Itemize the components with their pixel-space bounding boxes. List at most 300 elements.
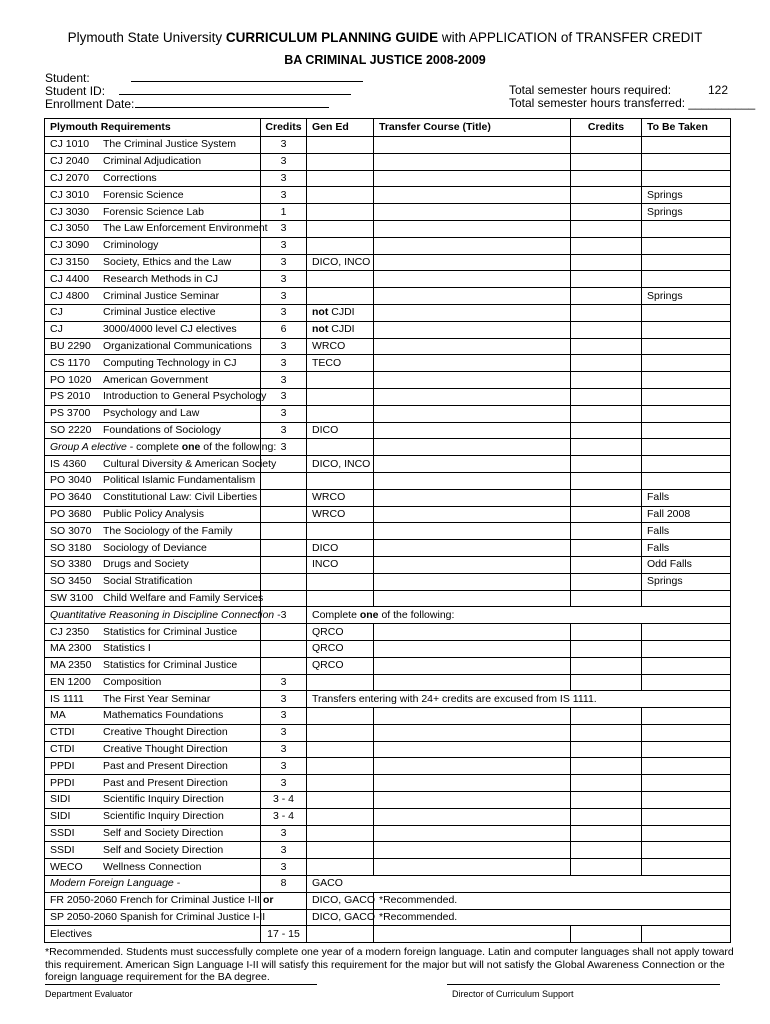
course-code: CJ — [50, 323, 63, 336]
gen-ed-cell[interactable] — [307, 758, 374, 775]
course-code: PPDI — [50, 759, 75, 772]
course-code: CJ 2350 — [50, 625, 90, 638]
table-row — [45, 724, 731, 741]
credits-cell: 3 — [261, 691, 307, 708]
transfer-credits-cell[interactable] — [571, 288, 642, 305]
to-be-taken-cell[interactable] — [642, 422, 731, 439]
to-be-taken-cell[interactable]: Springs — [642, 573, 731, 590]
credits-cell: 3 — [261, 288, 307, 305]
transfer-course-cell[interactable] — [374, 489, 571, 506]
transfer-course-cell[interactable] — [374, 792, 571, 809]
to-be-taken-cell[interactable] — [642, 304, 731, 321]
table-row — [45, 405, 731, 422]
credits-cell: 3 — [261, 271, 307, 288]
transfer-course-cell[interactable] — [374, 506, 571, 523]
director-signature-line[interactable] — [447, 984, 720, 985]
gen-ed-cell: GACO — [307, 876, 731, 893]
table-row — [45, 439, 731, 456]
to-be-taken-cell[interactable]: Falls — [642, 540, 731, 557]
course-code: SO 2220 — [50, 423, 92, 436]
to-be-taken-cell[interactable] — [642, 624, 731, 641]
table-row — [45, 825, 731, 842]
gen-ed-cell[interactable]: DICO — [307, 540, 374, 557]
course-title: The Law Enforcement Environment — [103, 222, 268, 235]
total-hours-transferred: Total semester hours transferred: __________ — [509, 96, 756, 110]
table-row — [45, 758, 731, 775]
course-code: SSDI — [50, 843, 75, 856]
transfer-credits-cell[interactable] — [571, 640, 642, 657]
transfer-course-cell[interactable] — [374, 288, 571, 305]
transfer-course-cell[interactable] — [374, 388, 571, 405]
to-be-taken-cell[interactable] — [642, 590, 731, 607]
table-row — [45, 909, 731, 926]
quantitative-reasoning-heading: Quantitative Reasoning in Discipline Connection - — [45, 607, 261, 624]
transfer-credits-cell[interactable] — [571, 170, 642, 187]
transfer-course-cell[interactable] — [374, 657, 571, 674]
course-code: CJ 3030 — [50, 205, 90, 218]
table-row — [45, 137, 731, 154]
table-row — [45, 338, 731, 355]
transfer-course-cell[interactable]: *Recommended. — [374, 909, 731, 926]
to-be-taken-cell[interactable] — [642, 254, 731, 271]
gen-ed-cell[interactable]: not CJDI — [307, 321, 374, 338]
transfer-credits-cell[interactable] — [571, 859, 642, 876]
gen-ed-cell[interactable] — [307, 237, 374, 254]
gen-ed-cell[interactable] — [307, 590, 374, 607]
transfer-course-cell[interactable] — [374, 422, 571, 439]
table-row — [45, 489, 731, 506]
requirement-cell — [45, 842, 261, 859]
gen-ed-cell[interactable] — [307, 842, 374, 859]
transfer-credits-cell[interactable] — [571, 237, 642, 254]
transfer-credits-cell[interactable] — [571, 271, 642, 288]
course-code: CJ 4800 — [50, 289, 90, 302]
table-row — [45, 607, 731, 624]
transfer-credits-cell[interactable] — [571, 472, 642, 489]
transfer-course-cell[interactable] — [374, 523, 571, 540]
director-label: Director of Curriculum Support — [452, 989, 574, 999]
transfer-credits-cell[interactable] — [571, 775, 642, 792]
course-title: Introduction to General Psychology — [103, 390, 267, 403]
transfer-credits-cell[interactable] — [571, 657, 642, 674]
course-title: Statistics for Criminal Justice — [103, 625, 238, 638]
to-be-taken-cell[interactable]: Springs — [642, 187, 731, 204]
transfer-credits-cell[interactable] — [571, 187, 642, 204]
transfer-course-cell[interactable] — [374, 204, 571, 221]
gen-ed-cell[interactable]: WRCO — [307, 489, 374, 506]
transfer-credits-cell[interactable] — [571, 540, 642, 557]
transfer-credits-cell[interactable] — [571, 489, 642, 506]
transfer-credits-cell[interactable] — [571, 254, 642, 271]
transfer-course-cell[interactable] — [374, 237, 571, 254]
transfer-credits-cell[interactable] — [571, 792, 642, 809]
transfer-credits-cell[interactable] — [571, 674, 642, 691]
course-title: Foundations of Sociology — [103, 423, 221, 436]
transfer-credits-cell[interactable] — [571, 388, 642, 405]
transfer-course-cell[interactable] — [374, 254, 571, 271]
transfer-credits-cell[interactable] — [571, 708, 642, 725]
table-row — [45, 792, 731, 809]
transfer-credits-cell[interactable] — [571, 153, 642, 170]
credits-cell: 3 — [261, 775, 307, 792]
credits-cell: 17 - 15 — [261, 926, 307, 943]
gen-ed-cell[interactable] — [307, 153, 374, 170]
transfer-course-cell[interactable] — [374, 573, 571, 590]
to-be-taken-cell[interactable] — [642, 657, 731, 674]
gen-ed-cell[interactable] — [307, 708, 374, 725]
course-title: Criminal Justice Seminar — [103, 289, 220, 302]
course-title: Scientific Inquiry Direction — [103, 810, 224, 823]
transfer-credits-cell[interactable] — [571, 456, 642, 473]
transfer-course-cell[interactable] — [374, 355, 571, 372]
requirement-cell — [45, 741, 261, 758]
credits-cell: 3 — [261, 607, 307, 624]
course-title: Drugs and Society — [103, 558, 189, 571]
transfer-course-cell[interactable] — [374, 640, 571, 657]
transfer-course-cell[interactable] — [374, 842, 571, 859]
to-be-taken-cell[interactable] — [642, 758, 731, 775]
gen-ed-cell[interactable] — [307, 271, 374, 288]
course-code: EN 1200 — [50, 675, 91, 688]
transfer-credits-cell[interactable] — [571, 405, 642, 422]
transfer-course-cell[interactable] — [374, 926, 571, 943]
group-a-heading: Group A elective - complete one of the following: — [45, 439, 261, 456]
gen-ed-cell[interactable] — [307, 741, 374, 758]
credits-cell: 3 — [261, 170, 307, 187]
credits-cell: 3 — [261, 254, 307, 271]
course-title: Composition — [103, 675, 162, 688]
transfer-credits-cell[interactable] — [571, 624, 642, 641]
student-id-blank[interactable] — [119, 83, 351, 95]
credits-cell: 3 — [261, 338, 307, 355]
course-title: Constitutional Law: Civil Liberties — [103, 491, 258, 504]
credits-cell: 3 — [261, 355, 307, 372]
to-be-taken-cell[interactable] — [642, 472, 731, 489]
requirement-cell — [45, 338, 261, 355]
to-be-taken-cell[interactable]: Springs — [642, 204, 731, 221]
to-be-taken-cell[interactable] — [642, 640, 731, 657]
table-row — [45, 254, 731, 271]
gen-ed-cell[interactable] — [307, 573, 374, 590]
gen-ed-cell[interactable] — [307, 388, 374, 405]
transfer-credits-cell[interactable] — [571, 842, 642, 859]
gen-ed-cell[interactable]: not CJDI — [307, 304, 374, 321]
table-row — [45, 170, 731, 187]
to-be-taken-cell[interactable] — [642, 237, 731, 254]
to-be-taken-cell[interactable] — [642, 708, 731, 725]
transfer-credits-cell[interactable] — [571, 355, 642, 372]
credits-cell: 3 — [261, 741, 307, 758]
requirement-cell — [45, 472, 261, 489]
transfer-course-cell[interactable] — [374, 338, 571, 355]
course-code: SIDI — [50, 793, 71, 806]
course-code: SO 3180 — [50, 541, 92, 554]
transfer-course-cell[interactable] — [374, 540, 571, 557]
course-title: Computing Technology in CJ — [103, 356, 237, 369]
transfer-course-cell[interactable] — [374, 153, 571, 170]
course-title: Child Welfare and Family Services — [103, 591, 264, 604]
col-header-credits: Credits — [261, 119, 307, 137]
transfer-course-cell[interactable] — [374, 372, 571, 389]
gen-ed-cell[interactable] — [307, 808, 374, 825]
to-be-taken-cell[interactable] — [642, 808, 731, 825]
course-title: Wellness Connection — [103, 860, 202, 873]
course-title: Political Islamic Fundamentalism — [103, 474, 256, 487]
to-be-taken-cell[interactable] — [642, 355, 731, 372]
transfer-credits-cell[interactable] — [571, 556, 642, 573]
course-code: PO 1020 — [50, 373, 92, 386]
foreign-language-heading: Modern Foreign Language - — [45, 876, 261, 893]
transfer-course-cell[interactable] — [374, 708, 571, 725]
to-be-taken-cell[interactable] — [642, 372, 731, 389]
course-code: SO 3450 — [50, 575, 92, 588]
transfer-credits-cell[interactable] — [571, 204, 642, 221]
enrollment-date-field: Enrollment Date: — [45, 96, 329, 111]
transfer-course-cell[interactable]: *Recommended. — [374, 892, 731, 909]
gen-ed-cell[interactable]: DICO, INCO — [307, 254, 374, 271]
requirement-cell — [45, 775, 261, 792]
credits-cell: 3 — [261, 422, 307, 439]
course-code: WECO — [50, 860, 83, 873]
transfer-credits-cell[interactable] — [571, 724, 642, 741]
gen-ed-cell[interactable] — [307, 792, 374, 809]
transfer-course-cell[interactable] — [374, 170, 571, 187]
transfer-credits-cell[interactable] — [571, 741, 642, 758]
transfer-course-cell[interactable] — [374, 439, 571, 456]
transfer-course-cell[interactable] — [374, 859, 571, 876]
gen-ed-cell[interactable] — [307, 187, 374, 204]
transfer-credits-cell[interactable] — [571, 220, 642, 237]
course-code: CJ 3150 — [50, 255, 90, 268]
course-title: Sociology of Deviance — [103, 541, 207, 554]
transfer-course-cell[interactable] — [374, 590, 571, 607]
to-be-taken-cell[interactable] — [642, 137, 731, 154]
transfer-course-cell[interactable] — [374, 405, 571, 422]
to-be-taken-cell[interactable]: Falls — [642, 523, 731, 540]
table-row — [45, 775, 731, 792]
course-title: Social Stratification — [103, 575, 193, 588]
requirement-cell — [45, 724, 261, 741]
gen-ed-cell[interactable] — [307, 137, 374, 154]
requirement-cell — [45, 506, 261, 523]
transferred-blank[interactable]: __________ — [688, 96, 756, 110]
course-code: CJ 3050 — [50, 222, 90, 235]
course-title: Statistics for Criminal Justice — [103, 659, 238, 672]
table-row — [45, 691, 731, 708]
transfer-credits-cell[interactable] — [571, 439, 642, 456]
transfer-course-cell[interactable] — [374, 808, 571, 825]
to-be-taken-cell[interactable] — [642, 321, 731, 338]
gen-ed-cell[interactable]: WRCO — [307, 338, 374, 355]
transfer-course-cell[interactable] — [374, 220, 571, 237]
to-be-taken-cell[interactable] — [642, 792, 731, 809]
to-be-taken-cell[interactable]: Springs — [642, 288, 731, 305]
transfer-credits-cell[interactable] — [571, 321, 642, 338]
document-subtitle: BA CRIMINAL JUSTICE 2008-2009 — [284, 53, 486, 67]
requirement-cell — [45, 237, 261, 254]
transfer-credits-cell[interactable] — [571, 758, 642, 775]
electives-label: Electives — [45, 926, 261, 943]
requirement-cell — [45, 372, 261, 389]
transfer-course-cell[interactable] — [374, 187, 571, 204]
requirement-cell — [45, 825, 261, 842]
credits-cell: 3 — [261, 825, 307, 842]
to-be-taken-cell[interactable] — [642, 456, 731, 473]
transfer-course-cell[interactable] — [374, 137, 571, 154]
gen-ed-cell[interactable] — [307, 724, 374, 741]
to-be-taken-cell[interactable] — [642, 741, 731, 758]
credits-cell — [261, 556, 307, 573]
transfer-course-cell[interactable] — [374, 271, 571, 288]
credits-cell: 3 - 4 — [261, 808, 307, 825]
to-be-taken-cell[interactable] — [642, 170, 731, 187]
to-be-taken-cell[interactable] — [642, 724, 731, 741]
table-row — [45, 204, 731, 221]
transfer-course-cell[interactable] — [374, 674, 571, 691]
to-be-taken-cell[interactable]: Falls — [642, 489, 731, 506]
transfer-course-cell[interactable] — [374, 775, 571, 792]
enrollment-date-blank[interactable] — [135, 96, 329, 108]
course-title: Self and Society Direction — [103, 843, 224, 856]
transfer-credits-cell[interactable] — [571, 590, 642, 607]
gen-ed-cell[interactable]: INCO — [307, 556, 374, 573]
gen-ed-cell[interactable] — [307, 775, 374, 792]
credits-cell: 3 — [261, 372, 307, 389]
transfer-course-cell[interactable] — [374, 724, 571, 741]
to-be-taken-cell[interactable]: Odd Falls — [642, 556, 731, 573]
to-be-taken-cell[interactable] — [642, 674, 731, 691]
transfer-credits-cell[interactable] — [571, 304, 642, 321]
requirement-cell — [45, 573, 261, 590]
table-row — [45, 187, 731, 204]
gen-ed-cell[interactable] — [307, 825, 374, 842]
gen-ed-cell[interactable]: WRCO — [307, 506, 374, 523]
course-title: Forensic Science Lab — [103, 205, 204, 218]
transfer-course-cell[interactable] — [374, 825, 571, 842]
to-be-taken-cell[interactable] — [642, 439, 731, 456]
course-title: The Sociology of the Family — [103, 524, 233, 537]
requirement-cell — [45, 523, 261, 540]
gen-ed-cell[interactable]: DICO, GACO — [307, 909, 374, 926]
transfer-credits-cell[interactable] — [571, 506, 642, 523]
requirement-cell — [45, 708, 261, 725]
transfer-credits-cell[interactable] — [571, 523, 642, 540]
transfer-credits-cell[interactable] — [571, 573, 642, 590]
to-be-taken-cell[interactable] — [642, 825, 731, 842]
transfer-credits-cell[interactable] — [571, 808, 642, 825]
requirement-cell — [45, 187, 261, 204]
gen-ed-cell[interactable] — [307, 523, 374, 540]
gen-ed-cell[interactable] — [307, 859, 374, 876]
table-row — [45, 237, 731, 254]
to-be-taken-cell[interactable] — [642, 153, 731, 170]
course-title: Criminology — [103, 239, 159, 252]
course-code: SIDI — [50, 810, 71, 823]
to-be-taken-cell[interactable] — [642, 388, 731, 405]
course-title: Cultural Diversity & American Society — [103, 457, 277, 470]
evaluator-signature-line[interactable] — [45, 984, 317, 985]
gen-ed-cell[interactable]: QRCO — [307, 640, 374, 657]
gen-ed-cell[interactable]: QRCO — [307, 657, 374, 674]
transfer-credits-cell[interactable] — [571, 338, 642, 355]
course-code: CTDI — [50, 743, 75, 756]
gen-ed-cell[interactable] — [307, 472, 374, 489]
requirement-cell — [45, 758, 261, 775]
table-row — [45, 741, 731, 758]
requirement-cell — [45, 657, 261, 674]
requirement-cell — [45, 640, 261, 657]
to-be-taken-cell[interactable] — [642, 842, 731, 859]
to-be-taken-cell[interactable] — [642, 859, 731, 876]
gen-ed-cell[interactable] — [307, 674, 374, 691]
credits-cell — [261, 657, 307, 674]
credits-cell — [261, 573, 307, 590]
table-row — [45, 573, 731, 590]
transfer-course-cell[interactable] — [374, 472, 571, 489]
table-row — [45, 657, 731, 674]
transfer-course-cell[interactable] — [374, 321, 571, 338]
transfer-credits-cell[interactable] — [571, 372, 642, 389]
gen-ed-cell[interactable]: DICO, GACO — [307, 892, 374, 909]
language-course-cell: SP 2050-2060 Spanish for Criminal Justice I-II — [45, 909, 261, 926]
to-be-taken-cell[interactable] — [642, 405, 731, 422]
to-be-taken-cell[interactable] — [642, 271, 731, 288]
credits-cell: 3 — [261, 842, 307, 859]
gen-ed-cell[interactable] — [307, 288, 374, 305]
student-blank[interactable] — [131, 70, 363, 82]
gen-ed-cell[interactable] — [307, 204, 374, 221]
course-title: The First Year Seminar — [103, 692, 211, 705]
transfer-credits-cell[interactable] — [571, 422, 642, 439]
transfer-course-cell[interactable] — [374, 556, 571, 573]
transfer-course-cell[interactable] — [374, 624, 571, 641]
gen-ed-cell[interactable] — [307, 372, 374, 389]
gen-ed-cell[interactable] — [307, 220, 374, 237]
transfer-credits-cell[interactable] — [571, 926, 642, 943]
gen-ed-cell[interactable]: QRCO — [307, 624, 374, 641]
transfer-course-cell[interactable] — [374, 456, 571, 473]
requirement-cell — [45, 422, 261, 439]
gen-ed-cell[interactable]: DICO, INCO — [307, 456, 374, 473]
to-be-taken-cell[interactable] — [642, 926, 731, 943]
transfer-course-cell[interactable] — [374, 741, 571, 758]
to-be-taken-cell[interactable] — [642, 775, 731, 792]
requirement-cell — [45, 271, 261, 288]
gen-ed-cell[interactable]: TECO — [307, 355, 374, 372]
transfer-course-cell[interactable] — [374, 304, 571, 321]
transfer-credits-cell[interactable] — [571, 137, 642, 154]
student-id-field: Student ID: — [45, 83, 351, 98]
to-be-taken-cell[interactable]: Fall 2008 — [642, 506, 731, 523]
to-be-taken-cell[interactable] — [642, 338, 731, 355]
gen-ed-cell[interactable] — [307, 439, 374, 456]
course-code: CJ 2070 — [50, 171, 90, 184]
gen-ed-cell[interactable]: DICO — [307, 422, 374, 439]
course-code: CJ 3010 — [50, 188, 90, 201]
transfer-credits-cell[interactable] — [571, 825, 642, 842]
credits-cell: 8 — [261, 876, 307, 893]
course-title: 3000/4000 level CJ electives — [103, 323, 237, 336]
gen-ed-cell[interactable] — [307, 926, 374, 943]
to-be-taken-cell[interactable] — [642, 220, 731, 237]
transfer-course-cell[interactable] — [374, 758, 571, 775]
course-code: CJ 3090 — [50, 239, 90, 252]
gen-ed-cell[interactable] — [307, 405, 374, 422]
table-row — [45, 590, 731, 607]
credits-cell: 3 — [261, 137, 307, 154]
credits-cell: 3 — [261, 237, 307, 254]
gen-ed-cell[interactable] — [307, 170, 374, 187]
